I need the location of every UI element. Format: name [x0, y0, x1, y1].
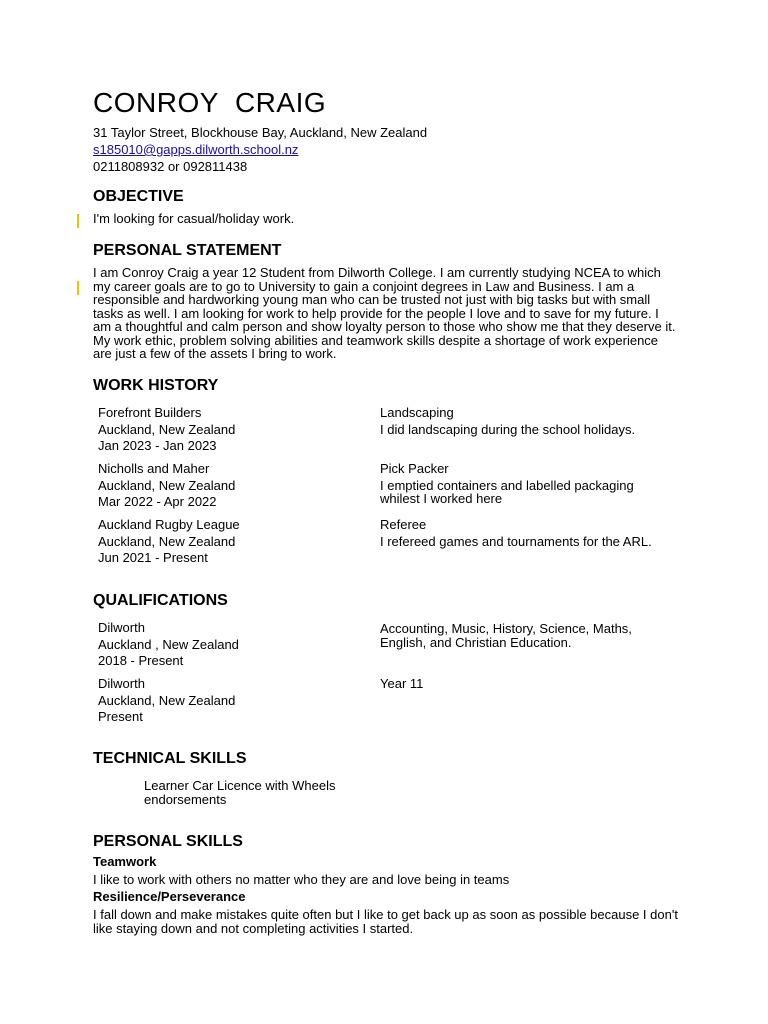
dates: Jun 2021 - Present [98, 550, 208, 565]
objective-heading: OBJECTIVE [93, 188, 184, 205]
statement-line: tasks as well. I am looking for work to help provide for the people I love and to save for my future. I [93, 305, 659, 321]
qualification-left [98, 676, 368, 726]
dates: Mar 2022 - Apr 2022 [98, 494, 217, 509]
work-entry-left [98, 517, 368, 567]
contact-block [93, 124, 427, 175]
description: I did landscaping during the school holidays. [380, 421, 636, 437]
location: Auckland, New Zealand [98, 692, 236, 708]
statement-line: My work ethic, problem solving abilities and teamwork skills despite a shortage of work experience [93, 332, 659, 348]
location: Auckland, New Zealand [98, 421, 236, 437]
skill-text: I like to work with others no matter who they are and love being in teams [93, 872, 510, 887]
qualification-left [98, 620, 368, 670]
qualifications-heading: QUALIFICATIONS [93, 592, 228, 609]
statement-text [93, 266, 678, 361]
location: Auckland, New Zealand [98, 477, 236, 493]
change-marker [77, 281, 79, 295]
work-entry-right [380, 517, 670, 548]
statement-line: am a thoughtful and calm person and show loyalty person to those who show me that they deserve it. [93, 319, 676, 334]
statement-line: I am Conroy Craig a year 12 Student from Dilworth College. I am currently studying NCEA to which [93, 265, 661, 280]
statement-line: are just a few of the assets I bring to work. [93, 346, 337, 361]
address: 31 Taylor Street, Blockhouse Bay, Auckland, New Zealand [93, 125, 428, 140]
dates: 2018 - Present [98, 653, 184, 668]
work-entry-right [380, 461, 650, 506]
role: Landscaping [380, 405, 454, 420]
subjects: Accounting, Music, History, Science, Maths, English, and Christian Education. [380, 621, 632, 650]
employer: Auckland Rugby League [98, 517, 240, 532]
technical-skill: Learner Car Licence with Wheels endorsements [144, 778, 336, 807]
skill-title: Resilience/Perseverance [93, 889, 246, 904]
level: Year 11 [380, 676, 424, 691]
description: I emptied containers and labelled packaging whilest I worked here [380, 477, 634, 506]
email-link[interactable]: s185010@gapps.dilworth.school.nz [93, 142, 299, 157]
qualification-right [380, 676, 670, 693]
dates: Present [98, 709, 143, 724]
role: Referee [380, 517, 427, 532]
work-history-heading: WORK HISTORY [93, 377, 219, 394]
location: Auckland, New Zealand [98, 533, 236, 549]
personal-skills-heading: PERSONAL SKILLS [93, 833, 243, 850]
skill-text: I fall down and make mistakes quite often but I like to get back up as soon as possible because I don't like staying down and not completing activities I started. [93, 907, 678, 936]
work-entry-right [380, 405, 670, 436]
statement-heading: PERSONAL STATEMENT [93, 242, 282, 259]
statement-line: responsible and hardworking young man who can be trusted not just with big tasks but with small [93, 292, 651, 307]
objective-text: I'm looking for casual/holiday work. [93, 211, 295, 226]
candidate-name: CONROY CRAIG [93, 87, 327, 118]
work-entry-left [98, 405, 368, 455]
location: Auckland , New Zealand [98, 636, 239, 652]
statement-line: my career goals are to go to University to gain a conjoint degrees in Law and Business. I am a [93, 278, 635, 294]
role: Pick Packer [380, 461, 449, 476]
change-marker [77, 214, 79, 228]
employer: Nicholls and Maher [98, 461, 210, 476]
employer: Forefront Builders [98, 405, 202, 420]
school: Dilworth [98, 620, 145, 635]
phone: 0211808932 or 092811438 [93, 159, 248, 174]
qualification-right [380, 620, 645, 649]
dates: Jan 2023 - Jan 2023 [98, 438, 217, 453]
skill-title: Teamwork [93, 854, 157, 869]
school: Dilworth [98, 676, 145, 691]
technical-skills-heading: TECHNICAL SKILLS [93, 750, 247, 767]
work-entry-left [98, 461, 368, 511]
description: I refereed games and tournaments for the ARL. [380, 533, 652, 549]
